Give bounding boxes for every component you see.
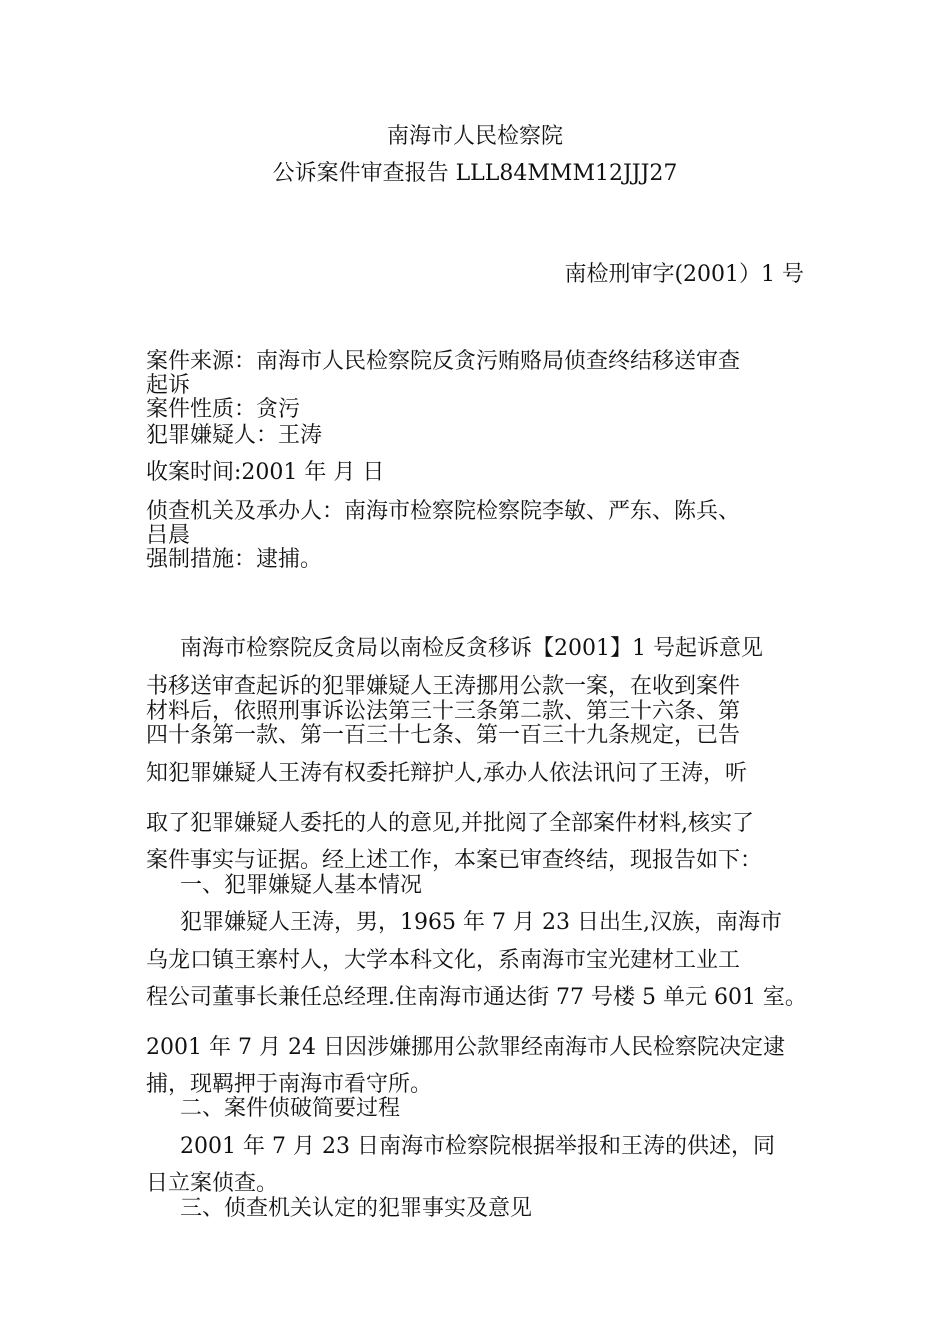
case-nature: 案件性质：贪污 [146,397,301,422]
body-paragraph-1-line-6: 取了犯罪嫌疑人委托的人的意见,并批阅了全部案件材料,核实了 [146,811,754,836]
section-3-heading: 三、侦查机关认定的犯罪事实及意见 [180,1196,533,1221]
body-paragraph-1-line-5: 知犯罪嫌疑人王涛有权委托辩护人,承办人依法讯问了王涛，听 [146,761,747,786]
case-source-line-2: 起诉 [146,373,191,398]
section-2-heading: 二、案件侦破简要过程 [180,1096,401,1121]
org-name: 南海市人民检察院 [386,124,563,149]
suspect-name: 犯罪嫌疑人：王涛 [146,423,323,448]
body-paragraph-1-line-4: 四十条第一款、第一百三十七条、第一百三十九条规定，已告 [146,723,741,748]
document-title: 公诉案件审查报告 LLL84MMM12JJJ27 [272,161,678,186]
received-date: 收案时间:2001 年 月 日 [146,460,385,485]
section-2-line-1: 2001 年 7 月 23 日南海市检察院根据举报和王涛的供述，同 [180,1134,775,1159]
section-1-line-5: 捕，现羁押于南海市看守所。 [146,1072,433,1097]
body-paragraph-1-line-3: 材料后，依照刑事诉讼法第三十三条第二款、第三十六条、第 [146,699,741,724]
section-1-line-3: 程公司董事长兼任总经理.住南海市通达街 77 号楼 5 单元 601 室。 [146,985,807,1010]
body-paragraph-1-line-2: 书移送审查起诉的犯罪嫌疑人王涛挪用公款一案，在收到案件 [146,674,741,699]
case-source-line-1: 案件来源：南海市人民检察院反贪污贿赂局侦查终结移送审查 [146,349,741,374]
body-paragraph-1-line-1: 南海市检察院反贪局以南检反贪移诉【2001】1 号起诉意见 [180,636,763,661]
section-1-line-1: 犯罪嫌疑人王涛，男，1965 年 7 月 23 日出生,汉族，南海市 [180,910,782,935]
investigators-line-1: 侦查机关及承办人：南海市检察院检察院李敏、严东、陈兵、 [146,499,741,524]
coercive-measures: 强制措施：逮捕。 [146,547,323,572]
section-1-line-4: 2001 年 7 月 24 日因涉嫌挪用公款罪经南海市人民检察院决定逮 [146,1035,785,1060]
section-1-heading: 一、犯罪嫌疑人基本情况 [180,873,423,898]
section-2-line-2: 日立案侦查。 [146,1171,279,1196]
body-paragraph-1-line-7: 案件事实与证据。经上述工作，本案已审查终结，现报告如下： [146,848,763,873]
document-number: 南检刑审字(2001）1 号 [564,262,804,287]
investigators-line-2: 吕晨 [146,523,191,548]
section-1-line-2: 乌龙口镇王寨村人，大学本科文化，系南海市宝光建材工业工 [146,948,741,973]
